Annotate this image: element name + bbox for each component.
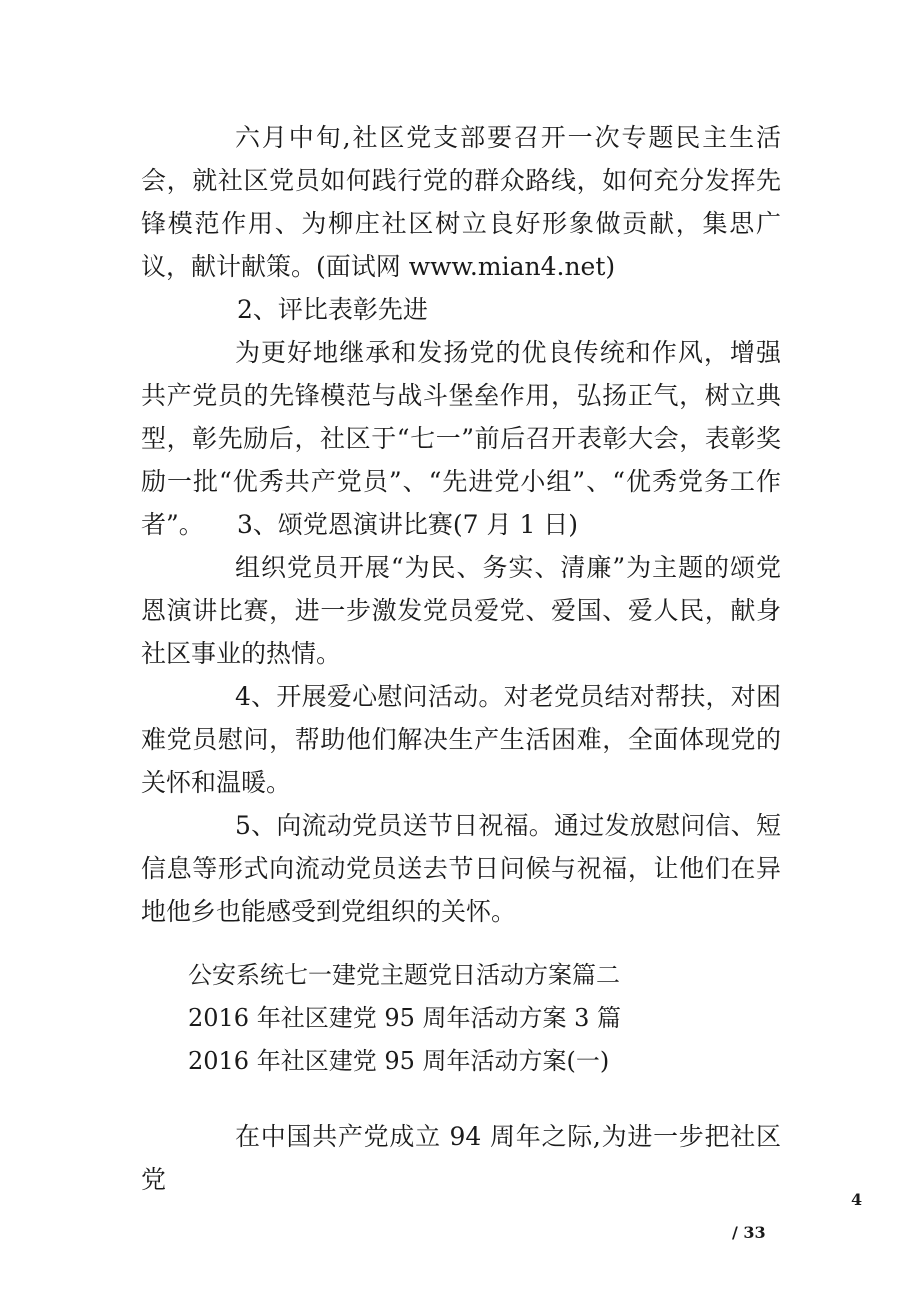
paragraph-holiday-wishes: 5、向流动党员送节日祝福。通过发放慰问信、短信息等形式向流动党员送去节日问候与祝福，让他们在异地他乡也能感受到党组织的关怀。: [141, 811, 781, 926]
heading-commendation: 2、评比表彰先进: [237, 295, 428, 324]
page-number: 4: [851, 1190, 863, 1209]
paragraph-speech-contest: 组织党员开展“为民、务实、清廉”为主题的颂党恩演讲比赛，进一步激发党员爱党、爱国、爱人民，献身社区事业的热情。: [141, 553, 781, 668]
paragraph-democratic-meeting: 六月中旬,社区党支部要召开一次专题民主生活会，就社区党员如何践行党的群众路线，如何充分发挥先锋模范作用、为柳庄社区树立良好形象做贡献，集思广议，献计献策。(面试网 www.mian4.net): [141, 123, 781, 281]
heading-speech-contest: 3、颂党恩演讲比赛(7 月 1 日): [237, 510, 579, 539]
section-subtitle: 2016 年社区建党 95 周年活动方案 3 篇: [188, 1004, 622, 1032]
plan-title: 2016 年社区建党 95 周年活动方案(一): [188, 1047, 610, 1075]
section-title: 公安系统七一建党主题党日活动方案篇二: [188, 961, 620, 989]
paragraph-commendation: 为更好地继承和发扬党的优良传统和作风，增强共产党员的先锋模范与战斗堡垒作用，弘扬正气，树立典型，彰先励后，社区于“七一”前后召开表彰大会，表彰奖励一批“优秀共产党员”、“先进党小组”、“优秀党务工作者”。: [141, 338, 781, 539]
paragraph-care-visits: 4、开展爱心慰问活动。对老党员结对帮扶，对困难党员慰问，帮助他们解决生产生活困难，全面体现党的关怀和温暖。: [141, 682, 781, 797]
paragraph-intro: 在中国共产党成立 94 周年之际,为进一步把社区党: [141, 1122, 781, 1194]
page-total: / 33: [732, 1223, 766, 1242]
